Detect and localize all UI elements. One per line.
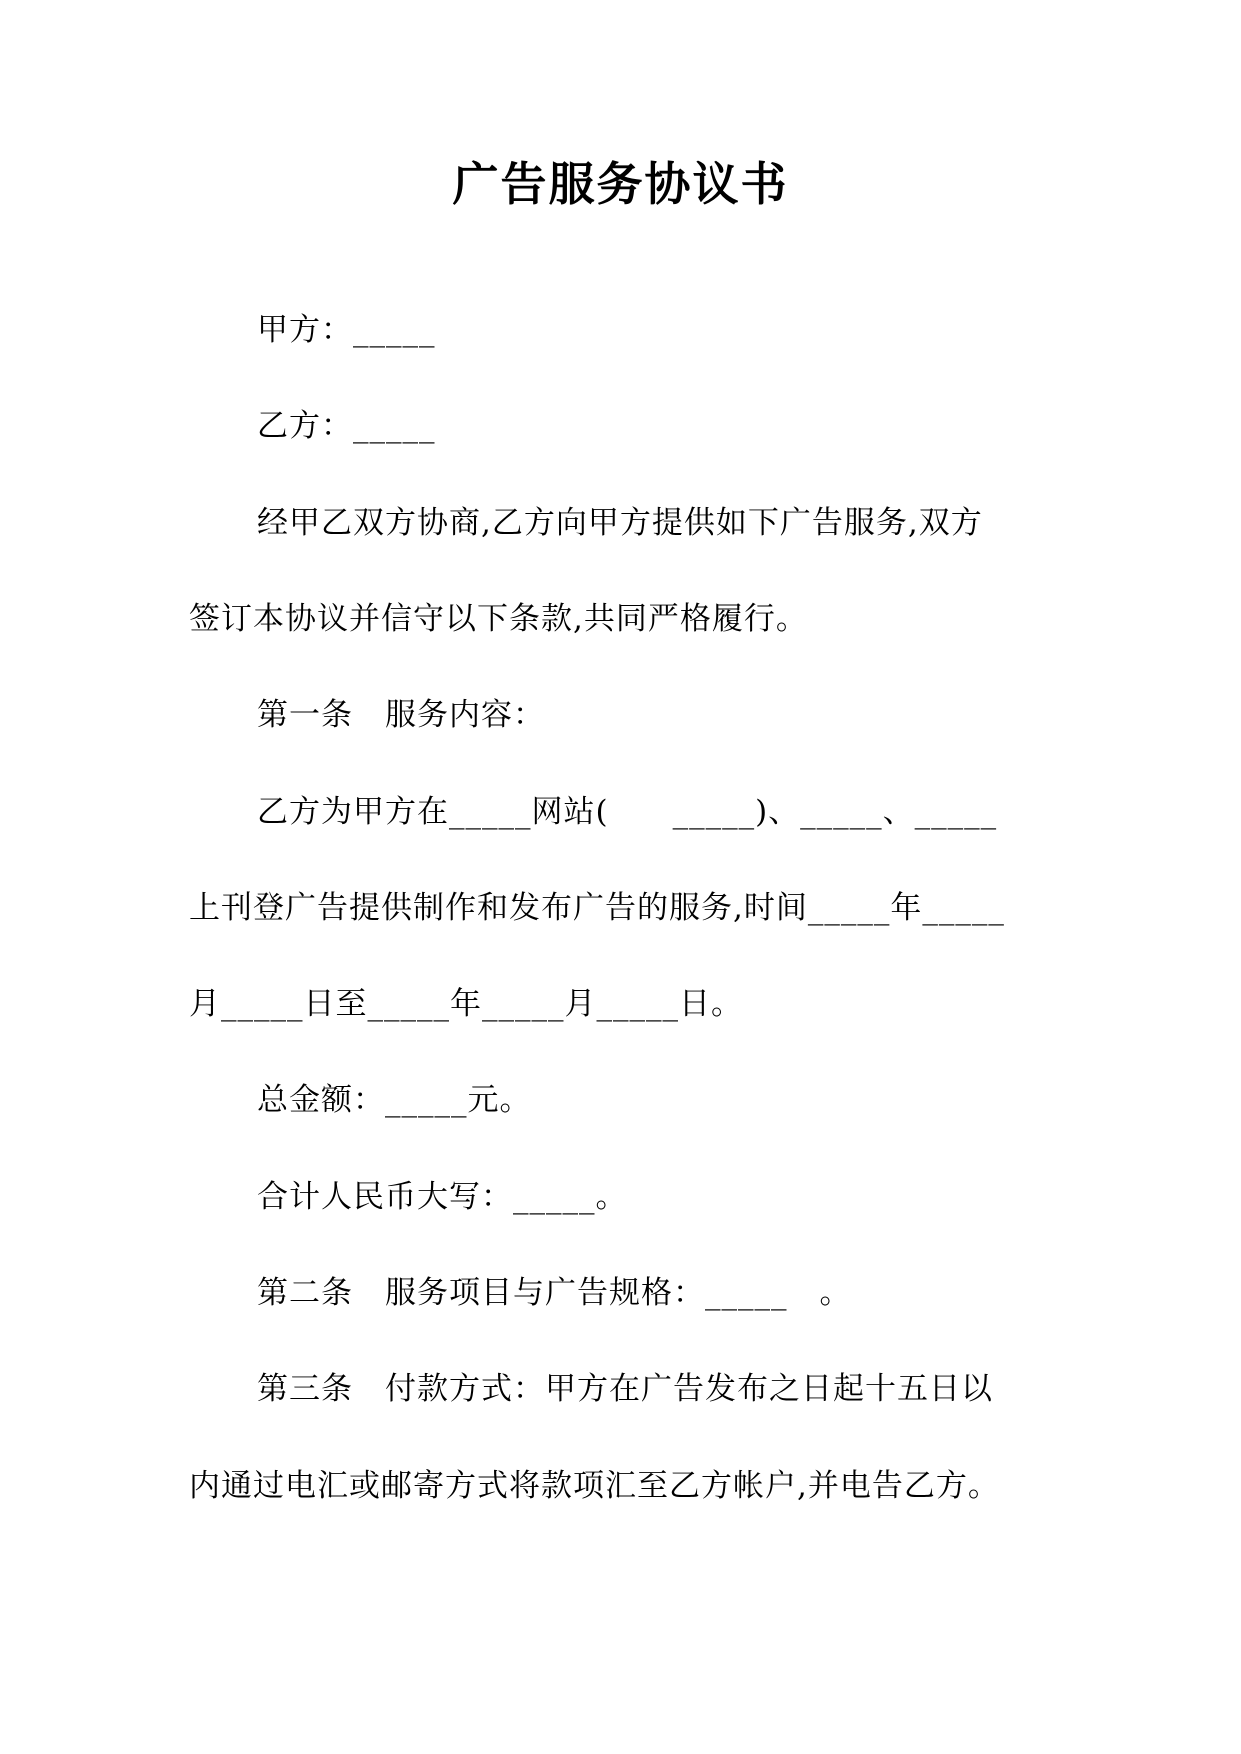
article-2-line: 第二条 服务项目与广告规格：_____ 。 [257,1275,852,1311]
preamble-line-1: 经甲乙双方协商,乙方向甲方提供如下广告服务,双方 [257,505,983,541]
total-amount-uppercase-line: 合计人民币大写：_____。 [257,1179,628,1215]
article-1-line-1: 乙方为甲方在_____网站( _____)、_____、_____ [257,794,998,830]
article-1-line-3: 月_____日至_____年_____月_____日。 [189,986,743,1022]
preamble-line-2: 签订本协议并信守以下条款,共同严格履行。 [189,601,808,637]
party-a-line: 甲方：_____ [257,312,436,348]
article-1-heading: 第一条 服务内容： [257,697,545,733]
document-title: 广告服务协议书 [452,157,789,211]
article-3-line-2: 内通过电汇或邮寄方式将款项汇至乙方帐户,并电告乙方。 [189,1468,1000,1504]
total-amount-line: 总金额：_____元。 [257,1082,532,1118]
party-b-line: 乙方：_____ [257,408,436,444]
article-3-line-1: 第三条 付款方式：甲方在广告发布之日起十五日以 [257,1371,993,1407]
article-1-line-2: 上刊登广告提供制作和发布广告的服务,时间_____年_____ [189,890,1005,926]
